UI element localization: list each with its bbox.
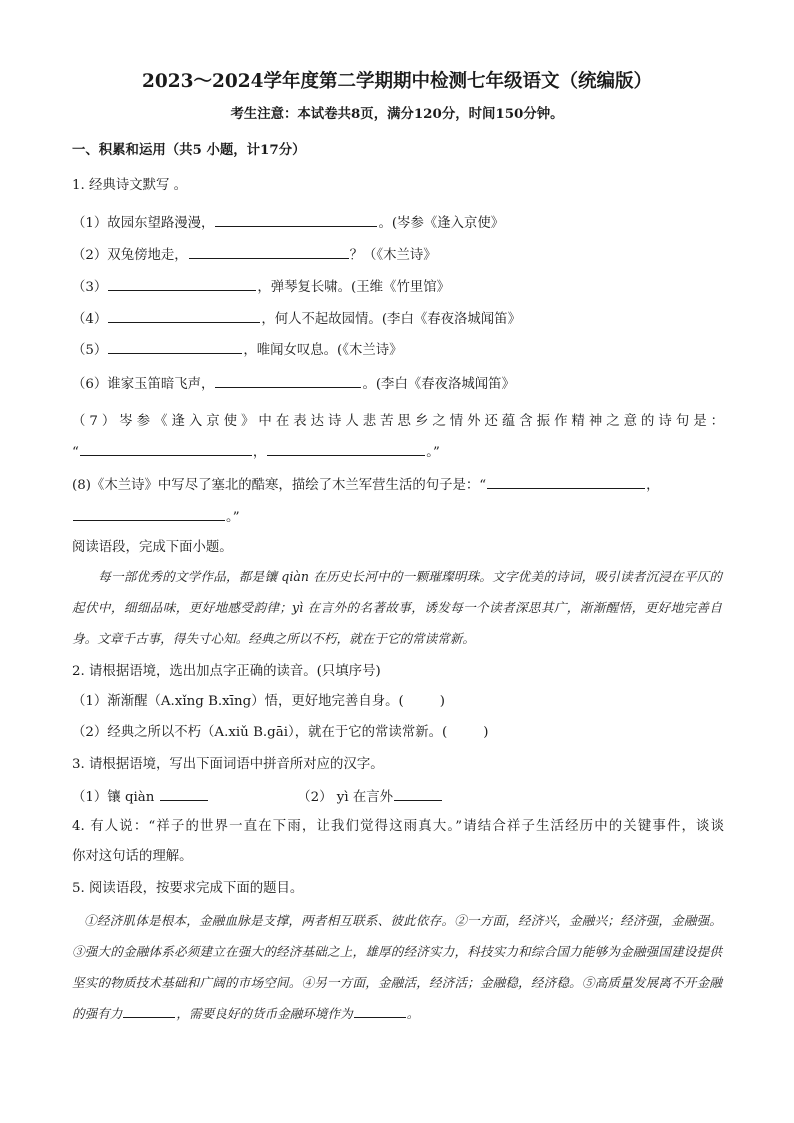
- reading-intro: 阅读语段，完成下面小题。: [72, 540, 233, 555]
- answer-blank[interactable]: [123, 1003, 175, 1018]
- answer-blank[interactable]: [267, 441, 425, 456]
- question-4-line-2: 你对这句话的理解。: [72, 849, 193, 864]
- question-2-stem: 2. 请根据语境，选出加点字正确的读音。(只填序号): [72, 664, 381, 679]
- answer-blank[interactable]: [160, 786, 208, 801]
- answer-blank[interactable]: [394, 786, 442, 801]
- question-1-stem: 1. 经典诗文默写 。: [72, 178, 188, 193]
- q1-item-3: （3） ，弹琴复长啸。(王维《竹里馆》: [72, 276, 724, 298]
- q1-item-7-blanks: “ ， 。”: [72, 441, 724, 463]
- question-4-line-1: 4. 有人说：“祥子的世界一直在下雨，让我们觉得这雨真大。”请结合祥子生活经历中的关键事件，谈谈: [72, 819, 724, 834]
- q1-item-8: (8)《木兰诗》中写尽了塞北的酷寒，描绘了木兰军营生活的句子是：“ ，: [72, 474, 724, 496]
- answer-blank[interactable]: [215, 373, 361, 388]
- answer-blank[interactable]: [487, 474, 645, 489]
- answer-blank[interactable]: [108, 276, 256, 291]
- q3-items: （1）镶 qiàn （2） yì 在言外: [72, 786, 724, 808]
- answer-blank[interactable]: [80, 441, 252, 456]
- q1-item-4: （4） ，何人不起故园情。(李白《春夜洛城闻笛》: [72, 308, 724, 330]
- q1-item-6: （6）谁家玉笛暗飞声， 。(李白《春夜洛城闻笛》: [72, 373, 724, 395]
- answer-blank[interactable]: [108, 339, 242, 354]
- question-3-stem: 3. 请根据语境，写出下面词语中拼音所对应的汉字。: [72, 757, 384, 772]
- q1-item-2: （2）双兔傍地走， ？（《木兰诗》: [72, 244, 724, 266]
- q1-item-1: （1）故园东望路漫漫， 。(岑参《逢入京使》: [72, 212, 724, 234]
- q1-item-8-cont: 。”: [72, 506, 724, 528]
- answer-blank[interactable]: [215, 212, 377, 227]
- question-5-stem: 5. 阅读语段，按要求完成下面的题目。: [72, 881, 304, 896]
- q1-item-7: （7）岑参《逢入京使》中在表达诗人悲苦思乡之情外还蕴含振作精神之意的诗句是：: [72, 414, 724, 429]
- exam-title: 2023～2024学年度第二学期期中检测七年级语文（统编版）: [142, 71, 652, 92]
- q1-item-5: （5） ，唯闻女叹息。(《木兰诗》: [72, 339, 724, 361]
- q2-item-1: （1）渐渐醒（A.xǐng B.xīng）悟，更好地完善自身。( ): [72, 694, 445, 709]
- section-heading: 一、积累和运用（共5 小题，计17分）: [72, 142, 306, 158]
- answer-blank[interactable]: [73, 506, 225, 521]
- q5-passage: ①经济肌体是根本，金融血脉是支撑，两者相互联系、彼此依存。②一方面，经济兴，金融兴；经济强，金融强。③强大的金融体系必须建立在强大的经济基础之上，雄厚的经济实力，科技实力和综合国力能够为金融强国建设提供坚实的物质技术基础和广阔的市场空间。④另一方面，金融活，经济活；金融稳，经济稳。⑤高质量发展离不开金融的强有力 ，需要良好的货币金融环境作为 。: [72, 913, 722, 1021]
- reading-passage: 每一部优秀的文学作品，都是镶 qiàn 在历史长河中的一颗璀璨明珠。文字优美的诗词，吸引读者沉浸在平仄的起伏中，细细品味，更好地感受韵律；yì 在言外的名著故事，诱发每一个读者深思其广，渐渐醒悟，更好地完善自身。文章千古事，得失寸心知。经典之所以不朽，就在于它的常读常新。: [72, 569, 722, 646]
- exam-notice: 考生注意：本试卷共8页，满分120分，时间150分钟。: [230, 106, 564, 122]
- answer-blank[interactable]: [354, 1003, 406, 1018]
- answer-blank[interactable]: [108, 308, 260, 323]
- answer-blank[interactable]: [189, 244, 349, 259]
- q2-item-2: （2）经典之所以不朽（A.xiǔ B.gāi），就在于它的常读常新。( ): [72, 725, 489, 740]
